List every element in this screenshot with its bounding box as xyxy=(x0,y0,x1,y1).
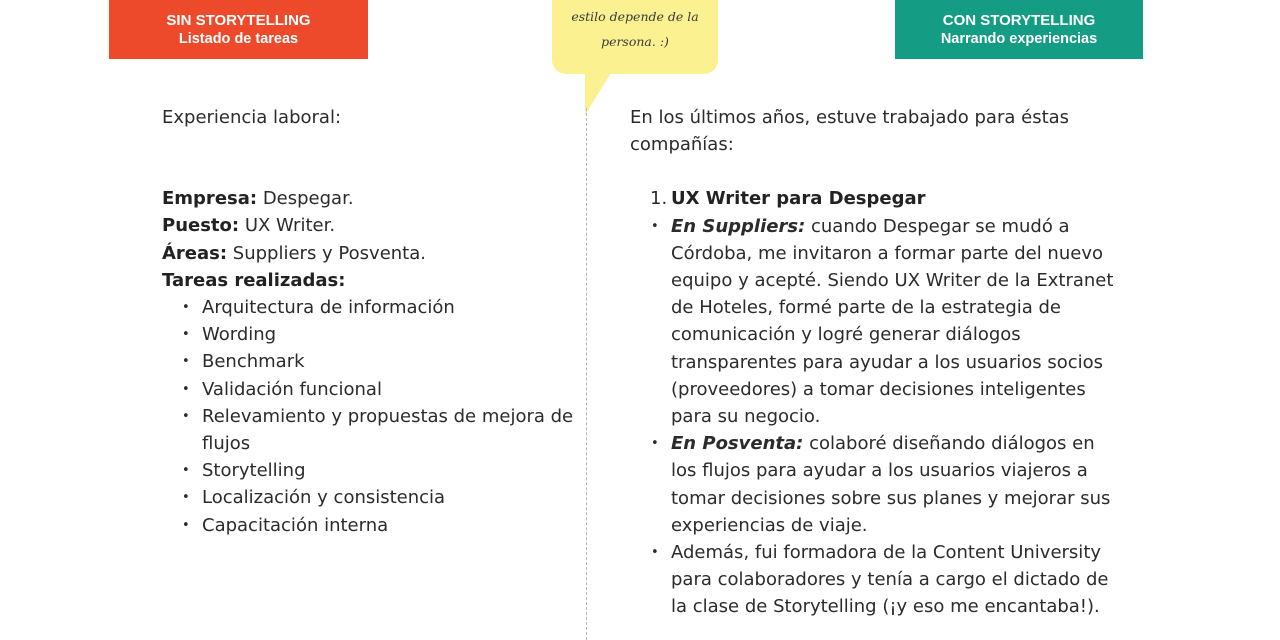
experience-title: UX Writer para Despegar xyxy=(671,188,926,210)
right-column xyxy=(630,104,1120,621)
areas-line xyxy=(162,240,582,267)
list-item: • Capacitación interna xyxy=(162,512,582,539)
badge-left-subtitle: Listado de tareas xyxy=(178,30,299,47)
role-line xyxy=(162,212,582,239)
task-list xyxy=(162,294,582,539)
dashed-divider xyxy=(586,108,587,640)
list-item: • Wording xyxy=(162,321,582,348)
badge-sin-storytelling xyxy=(109,0,368,59)
list-item: • Relevamiento y propuestas de mejora de flujos xyxy=(162,403,582,457)
list-item: • Benchmark xyxy=(162,348,582,375)
list-item xyxy=(630,185,1120,212)
list-number: 1. xyxy=(650,188,668,210)
tasks-heading xyxy=(162,267,582,294)
areas-value: Suppliers y Posventa. xyxy=(227,242,426,264)
list-item xyxy=(630,539,1120,621)
right-intro: En los últimos años, estuve trabajado para éstas compañías: xyxy=(630,107,1070,156)
left-heading: Experiencia laboral: xyxy=(162,107,342,128)
company-value: Despegar. xyxy=(257,188,354,210)
list-item: • Storytelling xyxy=(162,457,582,484)
bubble-line-2: persona. :) xyxy=(601,34,669,49)
bubble-line-1: estilo depende de la xyxy=(571,9,699,24)
bullet: • xyxy=(651,545,659,561)
list-item: • Arquitectura de información xyxy=(162,294,582,321)
role-label: Puesto: xyxy=(162,215,240,237)
item-text: Además, fui formadora de la Content University para colaboradores y tenía a cargo el dictado de la clase de Storytelling (¡y eso me encantaba!). xyxy=(671,542,1109,618)
badge-right-subtitle: Narrando experiencias xyxy=(940,30,1098,47)
speech-bubble-tail xyxy=(585,73,611,115)
left-column xyxy=(162,104,582,539)
badge-left-title: SIN STORYTELLING xyxy=(166,11,311,29)
item-label: En Posventa: xyxy=(671,433,804,455)
tasks-label: Tareas realizadas: xyxy=(162,269,346,291)
list-item xyxy=(630,430,1120,539)
badge-right-title: CON STORYTELLING xyxy=(942,11,1096,29)
list-item: • Validación funcional xyxy=(162,376,582,403)
company-label: Empresa: xyxy=(162,188,258,210)
speech-bubble xyxy=(552,0,718,74)
item-text: cuando Despegar se mudó a Córdoba, me invitaron a formar parte del nuevo equipo y acepté. Siendo UX Writer de la Extranet de Hoteles, formé parte de la estrategia de comunicación y logré generar diálogos transparentes para ayudar a los usuarios socios (proveedores) a tomar decisiones inteligentes para su negocio. xyxy=(671,215,1114,428)
list-item: • Localización y consistencia xyxy=(162,484,582,511)
company-line xyxy=(162,185,582,212)
badge-con-storytelling xyxy=(895,0,1143,59)
list-item xyxy=(630,213,1120,431)
bullet: • xyxy=(651,218,659,234)
bullet: • xyxy=(651,436,659,452)
spacer xyxy=(162,131,582,185)
areas-label: Áreas: xyxy=(162,242,228,264)
item-label: En Suppliers: xyxy=(671,215,806,237)
experience-list xyxy=(630,185,1120,620)
role-value: UX Writer. xyxy=(239,215,336,237)
item-text: colaboré diseñando diálogos en los flujos para ayudar a los usuarios viajeros a tomar decisiones sobre sus planes y mejorar sus experiencias de viaje. xyxy=(671,433,1111,536)
spacer xyxy=(630,158,1120,185)
